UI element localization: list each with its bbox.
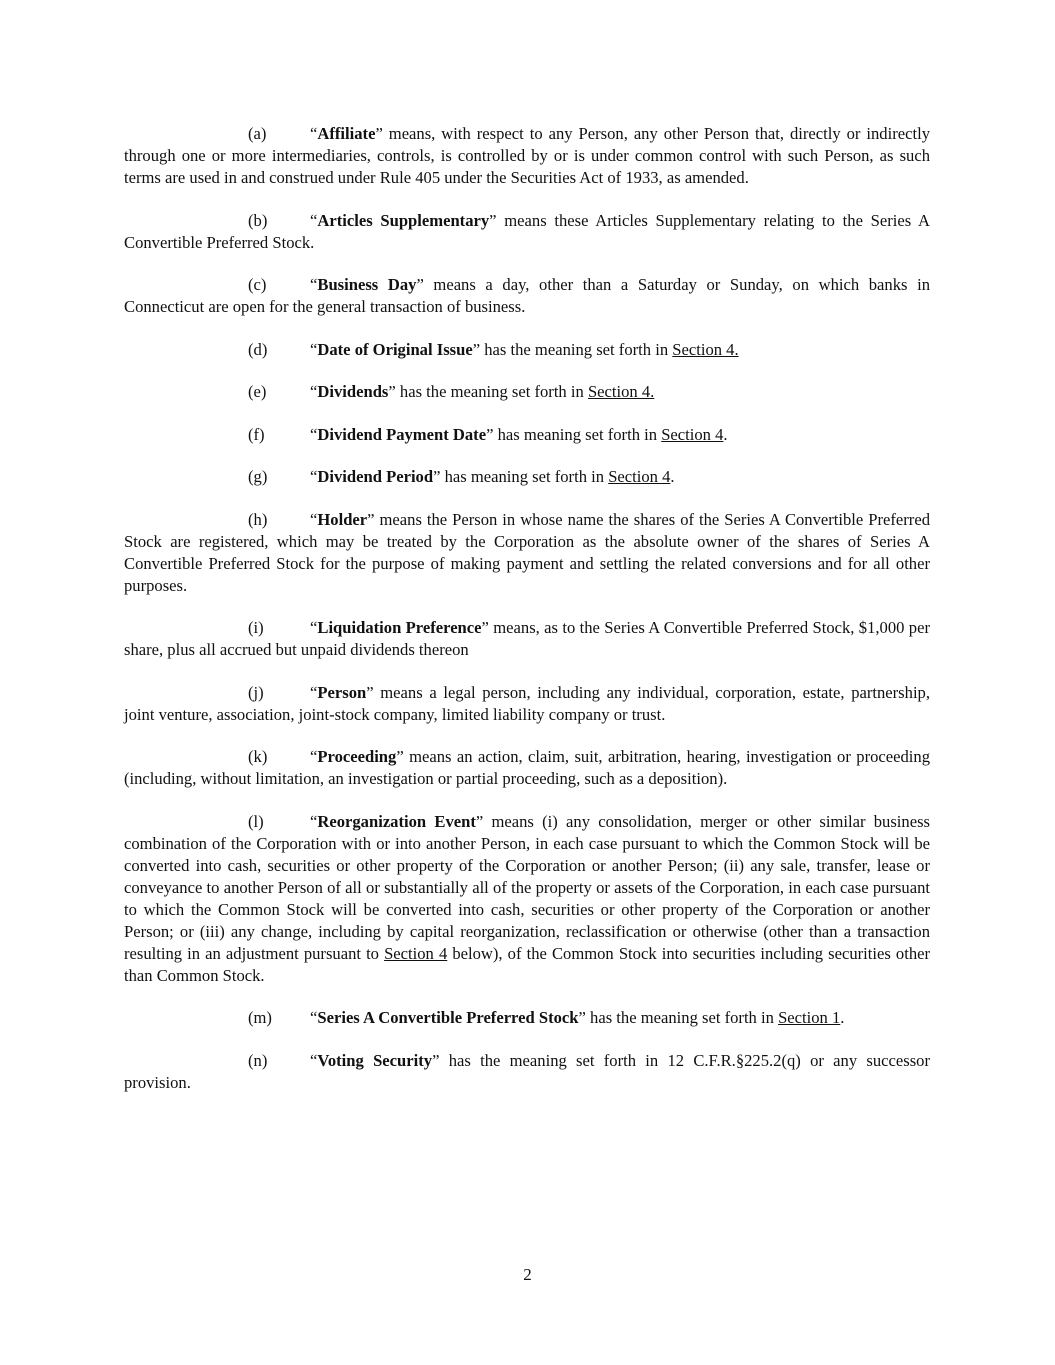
definition-label: (k) <box>248 747 268 766</box>
defined-term: Liquidation Preference <box>317 618 482 637</box>
defined-term: Dividend Period <box>317 467 434 486</box>
definition-h <box>124 509 930 597</box>
definition-k <box>124 746 930 790</box>
defined-term: Proceeding <box>317 747 397 766</box>
definition-label: (j) <box>248 682 264 702</box>
definition-text: means (i) any consolidation, merger or other similar business combination of the Corporation with or into another Person, in each case pursuant to which the Common Stock will be converted into cash, securities or other property of the Corporation or another Person; (ii) any sale, transfer, lease or conveyance to another Person of all or substantially all of the property or assets of the Corporation, in each case pursuant to which the Common Stock will be converted into cash, securities or other property of the Corporation or another Person; or (iii) any change, including by capital reorganization, reclassification or otherwise (other than a transaction resulting in an adjustment pursuant to <box>124 811 930 963</box>
definition-label: (l) <box>248 811 264 831</box>
quote-open: “ <box>310 382 318 401</box>
definition-label: (h) <box>248 509 268 529</box>
defined-term: Affiliate <box>317 124 376 143</box>
quote-open: “ <box>310 747 318 766</box>
section-reference-link[interactable]: Section 4 <box>661 424 724 444</box>
definitions-list <box>124 123 930 1114</box>
quote-open: “ <box>310 339 318 359</box>
quote-open: “ <box>310 467 318 486</box>
defined-term: Dividend Payment Date <box>317 424 487 444</box>
definition-label: (a) <box>248 124 267 143</box>
quote-close: ” <box>481 618 489 637</box>
defined-term: Holder <box>317 509 368 529</box>
defined-term: Articles Supplementary <box>317 210 490 230</box>
definition-label: (f) <box>248 424 265 444</box>
section-reference-link[interactable]: Section 4 <box>384 943 448 963</box>
quote-close: ” <box>432 1050 440 1070</box>
quote-close: ” <box>375 124 383 143</box>
definition-label: (n) <box>248 1050 268 1070</box>
definition-text-after: below), of the Common Stock into securities including securities other than Common Stock. <box>124 943 931 985</box>
definition-label: (d) <box>248 339 268 359</box>
quote-close: ” <box>396 747 404 766</box>
quote-close: ” <box>472 339 481 359</box>
definition-text: has the meaning set forth in 12 C.F.R.§225.2(q) or any successor provision. <box>124 1050 930 1092</box>
definition-d <box>124 339 930 361</box>
definition-text: means a day, other than a Saturday or Sunday, on which banks in Connecticut are open for the general transaction of business. <box>124 275 930 316</box>
defined-term: Reorganization Event <box>317 811 476 831</box>
definition-text: means, as to the Series A Convertible Preferred Stock, $1,000 per share, plus all accrued but unpaid dividends thereon <box>124 618 930 659</box>
defined-term: Date of Original Issue <box>317 339 473 359</box>
quote-close: ” <box>366 682 374 702</box>
definition-text-after: . <box>840 1008 845 1027</box>
definition-g <box>124 466 930 488</box>
section-reference-link[interactable]: Section 4 <box>608 467 671 486</box>
definition-label: (g) <box>248 467 268 486</box>
definition-label: (i) <box>248 618 264 637</box>
definition-b <box>124 210 930 254</box>
definition-text-after: . <box>723 424 728 444</box>
quote-open: “ <box>310 424 318 444</box>
definition-c <box>124 274 930 318</box>
quote-close: ” <box>489 210 497 230</box>
definition-e <box>124 381 930 403</box>
definition-i <box>124 617 930 661</box>
quote-close: ” <box>388 382 396 401</box>
defined-term: Business Day <box>317 275 417 294</box>
defined-term: Voting Security <box>317 1050 433 1070</box>
quote-open: “ <box>310 1008 318 1027</box>
definition-label: (m) <box>248 1008 272 1027</box>
definition-text: has the meaning set forth in <box>395 382 588 401</box>
page-number: 2 <box>523 1265 532 1284</box>
definition-j <box>124 682 930 726</box>
definition-label: (b) <box>248 210 268 230</box>
defined-term: Person <box>317 682 367 702</box>
definition-n <box>124 1050 930 1094</box>
quote-open: “ <box>310 1050 318 1070</box>
quote-open: “ <box>310 509 318 529</box>
definition-text: has meaning set forth in <box>440 467 609 486</box>
quote-close: ” <box>475 811 484 831</box>
definition-text: has the meaning set forth in <box>585 1008 779 1027</box>
quote-open: “ <box>310 618 318 637</box>
definition-a <box>124 123 930 189</box>
definition-text: means the Person in whose name the shares of the Series A Convertible Preferred Stock are registered, which may be treated by the Corporation as the absolute owner of the shares of Series A Convertible Preferred Stock for the purpose of making payment and settling the related conversions and for all other purposes. <box>124 509 930 595</box>
definition-text-after: . <box>670 467 675 486</box>
quote-close: ” <box>486 424 494 444</box>
quote-open: “ <box>310 811 318 831</box>
section-reference-link[interactable]: Section 1 <box>778 1008 841 1027</box>
quote-close: ” <box>416 275 424 294</box>
defined-term: Series A Convertible Preferred Stock <box>317 1008 579 1027</box>
definition-text: means an action, claim, suit, arbitration, hearing, investigation or proceeding (including, without limitation, an investigation or partial proceeding, such as a deposition). <box>124 747 930 788</box>
quote-open: “ <box>310 682 318 702</box>
definition-l <box>124 811 930 987</box>
definition-text: means, with respect to any Person, any other Person that, directly or indirectly through one or more intermediaries, controls, is controlled by or is under common control with such Person, as such terms are used in and construed under Rule 405 under the Securities Act of 1933, as amended. <box>124 124 930 187</box>
quote-close: ” <box>367 509 375 529</box>
definition-text: has the meaning set forth in <box>480 339 673 359</box>
definition-text: means a legal person, including any individual, corporation, estate, partnership, joint venture, association, joint-stock company, limited liability company or trust. <box>124 682 930 724</box>
definition-label: (c) <box>248 275 267 294</box>
quote-close: ” <box>578 1008 586 1027</box>
section-reference-link[interactable]: Section 4. <box>672 339 739 359</box>
quote-open: “ <box>310 210 318 230</box>
definition-text: has meaning set forth in <box>493 424 662 444</box>
definition-f <box>124 424 930 446</box>
definition-label: (e) <box>248 382 267 401</box>
quote-open: “ <box>310 124 318 143</box>
section-reference-link[interactable]: Section 4. <box>587 382 655 401</box>
defined-term: Dividends <box>317 382 389 401</box>
quote-open: “ <box>310 275 318 294</box>
definition-text: means these Articles Supplementary relating to the Series A Convertible Preferred Stock. <box>124 210 930 252</box>
quote-close: ” <box>433 467 441 486</box>
definition-m <box>124 1007 930 1029</box>
